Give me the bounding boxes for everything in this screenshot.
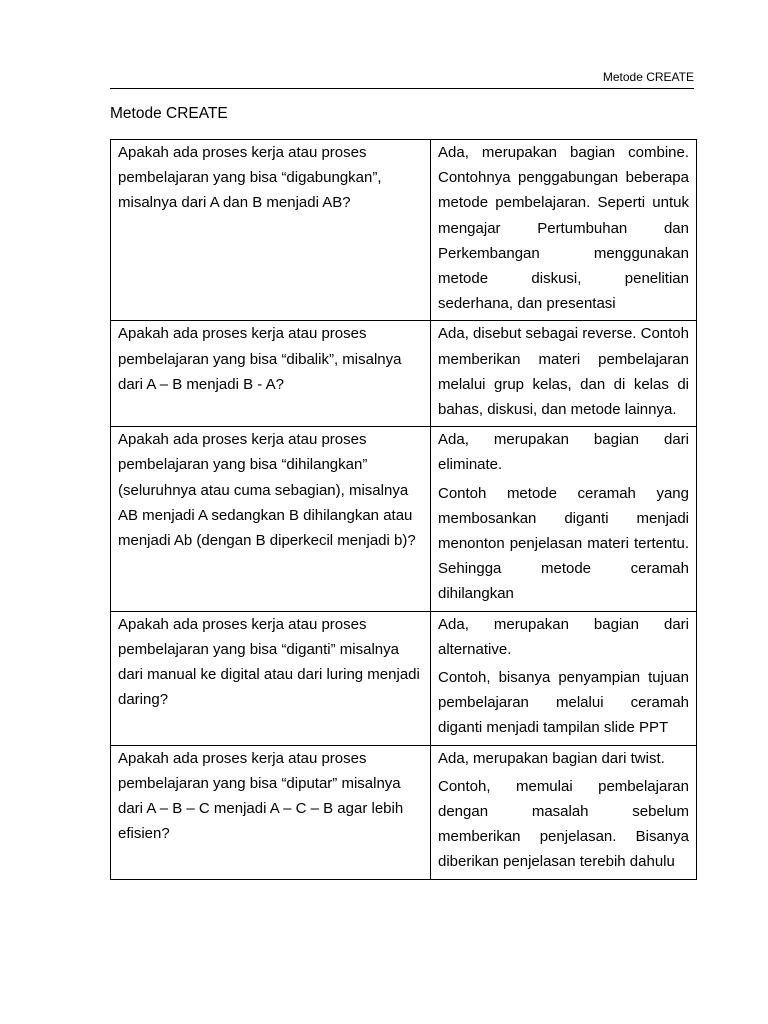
answer-text: Ada, merupakan bagian dari twist.	[438, 749, 665, 767]
question-cell	[111, 745, 431, 879]
answer-cell	[431, 745, 697, 879]
question-text: Apakah ada proses kerja atau proses pembelajaran yang bisa “diputar” misalnya dari A – B – C menjadi A – C – B agar lebih efisien?	[118, 749, 404, 843]
answer-example-text: Contoh, bisanya penyampian tujuan pembelajaran melalui ceramah diganti menjadi tampilan slide PPT	[438, 669, 689, 737]
answer-example-text: Contoh metode ceramah yang membosankan diganti menjadi menonton penjelasan materi tertentu. Sehingga metode ceramah dihilangkan	[438, 484, 689, 603]
question-text: Apakah ada proses kerja atau proses pembelajaran yang bisa “dihilangkan” (seluruhnya atau cuma sebagian), misalnya AB menjadi A sedangkan B dihilangkan atau menjadi Ab (dengan B diperkecil menjadi b)?	[118, 431, 416, 550]
create-method-table	[110, 139, 697, 880]
question-cell	[111, 321, 431, 427]
table-row-combine	[111, 140, 697, 321]
answer-text: Ada, merupakan bagian dari alternative.	[438, 615, 689, 658]
question-cell	[111, 427, 431, 611]
answer-cell	[431, 321, 697, 427]
answer-cell	[431, 140, 697, 321]
answer-text: Ada, disebut sebagai reverse. Contoh memberikan materi pembelajaran melalui grup kelas, dan di kelas di bahas, diskusi, dan metode lainnya.	[438, 325, 689, 419]
document-title: Metode CREATE	[110, 105, 228, 122]
answer-cell	[431, 427, 697, 611]
question-text: Apakah ada proses kerja atau proses pembelajaran yang bisa “diganti” misalnya dari manual ke digital atau dari luring menjadi daring?	[118, 615, 420, 709]
question-cell	[111, 611, 431, 745]
header-rule	[110, 88, 694, 89]
table-row-eliminate	[111, 427, 697, 611]
table-row-twist	[111, 745, 697, 879]
running-header: Metode CREATE	[602, 70, 694, 84]
table-row-reverse	[111, 321, 697, 427]
answer-text: Ada, merupakan bagian combine. Contohnya penggabungan beberapa metode pembelajaran. Seperti untuk mengajar Pertumbuhan dan Perkembangan menggunakan metode diskusi, penelitian sederhana, dan presentasi	[438, 144, 689, 313]
answer-text: Ada, merupakan bagian dari eliminate.	[438, 431, 689, 474]
answer-cell	[431, 611, 697, 745]
question-text: Apakah ada proses kerja atau proses pembelajaran yang bisa “digabungkan”, misalnya dari A dan B menjadi AB?	[118, 144, 382, 212]
answer-example-text: Contoh, memulai pembelajaran dengan masalah sebelum memberikan penjelasan. Bisanya diberikan penjelasan terebih dahulu	[438, 777, 689, 871]
question-cell	[111, 140, 431, 321]
table-row-alternative	[111, 611, 697, 745]
question-text: Apakah ada proses kerja atau proses pembelajaran yang bisa “dibalik”, misalnya dari A – B menjadi B - A?	[118, 325, 402, 393]
